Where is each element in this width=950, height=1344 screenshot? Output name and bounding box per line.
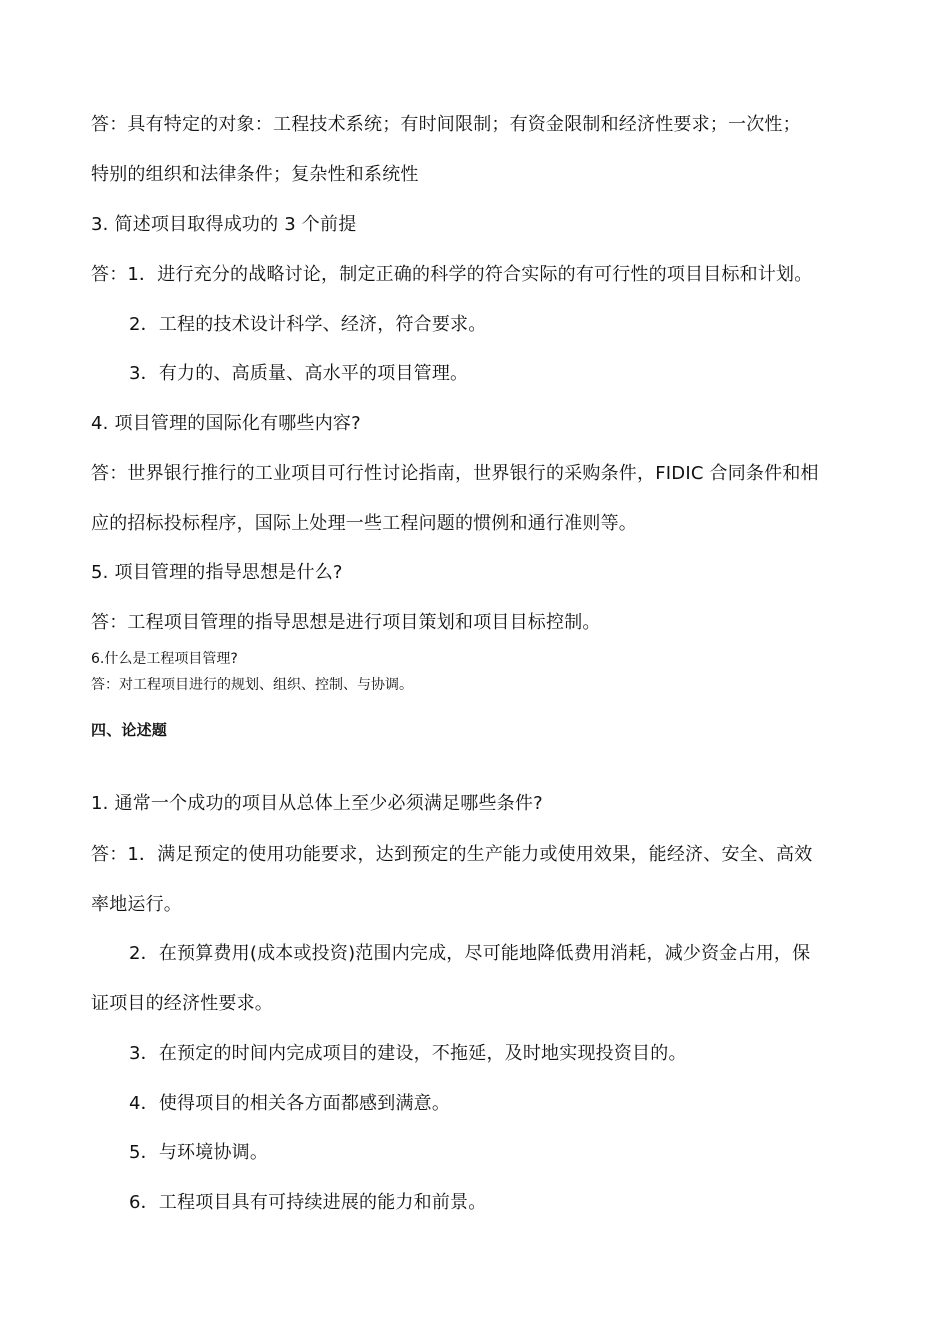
answer-project-characteristics-line-2: 特别的组织和法律条件；复杂性和系统性 bbox=[91, 164, 419, 185]
essay-answer-4: 4．使得项目的相关各方面都感到满意。 bbox=[129, 1093, 451, 1114]
section-heading-essay: 四、论述题 bbox=[91, 721, 168, 739]
essay-answer-5: 5．与环境协调。 bbox=[129, 1142, 269, 1163]
answer-3-item-2: 2．工程的技术设计科学、经济，符合要求。 bbox=[129, 314, 487, 335]
essay-answer-2-line-2: 证项目的经济性要求。 bbox=[91, 993, 273, 1014]
question-6: 6.什么是工程项目管理? bbox=[91, 651, 238, 667]
essay-question-1: 1. 通常一个成功的项目从总体上至少必须满足哪些条件? bbox=[91, 793, 543, 814]
essay-answer-1-line-1: 答：1．满足预定的使用功能要求，达到预定的生产能力或使用效果，能经济、安全、高效 bbox=[91, 844, 813, 865]
question-4: 4. 项目管理的国际化有哪些内容? bbox=[91, 413, 361, 434]
essay-answer-1-line-2: 率地运行。 bbox=[91, 894, 182, 915]
essay-answer-6: 6．工程项目具有可持续进展的能力和前景。 bbox=[129, 1192, 487, 1213]
answer-4-line-2: 应的招标投标程序，国际上处理一些工程问题的惯例和通行准则等。 bbox=[91, 513, 637, 534]
answer-6: 答：对工程项目进行的规划、组织、控制、与协调。 bbox=[91, 677, 413, 693]
answer-3-item-3: 3．有力的、高质量、高水平的项目管理。 bbox=[129, 363, 469, 384]
question-3: 3. 简述项目取得成功的 3 个前提 bbox=[91, 214, 357, 235]
answer-project-characteristics-line-1: 答：具有特定的对象：工程技术系统；有时间限制；有资金限制和经济性要求；一次性； bbox=[91, 114, 801, 135]
essay-answer-3: 3．在预定的时间内完成项目的建设，不拖延，及时地实现投资目的。 bbox=[129, 1043, 687, 1064]
answer-4-line-1: 答：世界银行推行的工业项目可行性讨论指南，世界银行的采购条件，FIDIC 合同条件和相 bbox=[91, 463, 819, 484]
answer-3-item-1: 答：1．进行充分的战略讨论，制定正确的科学的符合实际的有可行性的项目目标和计划。 bbox=[91, 264, 813, 285]
question-5: 5. 项目管理的指导思想是什么? bbox=[91, 562, 343, 583]
answer-5: 答：工程项目管理的指导思想是进行项目策划和项目目标控制。 bbox=[91, 612, 601, 633]
essay-answer-2-line-1: 2．在预算费用(成本或投资)范围内完成，尽可能地降低费用消耗，减少资金占用，保 bbox=[129, 943, 811, 964]
